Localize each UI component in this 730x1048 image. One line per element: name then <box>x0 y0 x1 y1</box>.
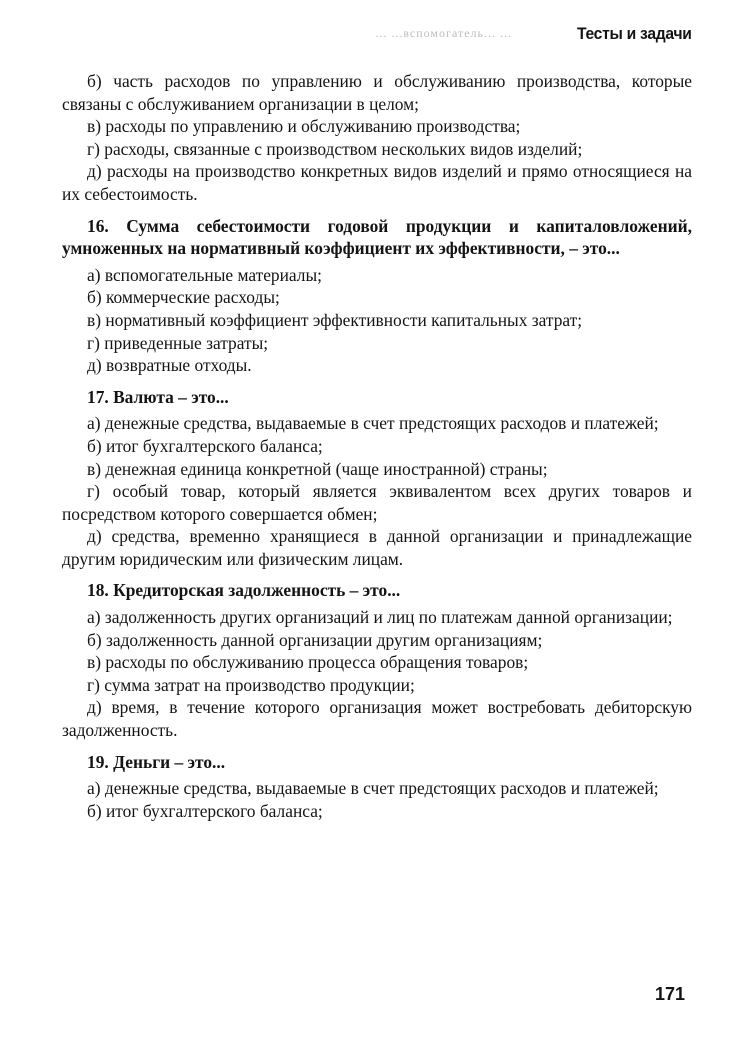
answer-option: а) денежные средства, выдаваемые в счет предстоящих расходов и платежей; <box>87 413 659 434</box>
section-title: Тесты и задачи <box>577 24 692 43</box>
answer-option: б) задолженность данной организации другим организациям; <box>87 629 543 650</box>
answer-option: б) итог бухгалтерского баланса; <box>87 435 323 456</box>
page-number: 171 <box>655 984 686 1004</box>
answer-option: г) сумма затрат на производство продукции; <box>87 674 415 695</box>
answer-option: в) денежная единица конкретной (чаще иностранной) страны; <box>87 458 548 479</box>
answer-option: д) расходы на производство конкретных видов изделий и прямо относящиеся на их себестоимость. <box>62 161 692 204</box>
answer-option: б) коммерческие расходы; <box>87 287 280 308</box>
answer-option: г) особый товар, который является эквивалентом всех других товаров и посредством которого совершается обмен; <box>62 481 692 524</box>
question-18: 18. Кредиторская задолженность – это... <box>87 580 401 601</box>
answer-option: в) расходы по обслуживанию процесса обращения товаров; <box>87 652 529 673</box>
answer-option: а) денежные средства, выдаваемые в счет предстоящих расходов и платежей; <box>87 778 659 799</box>
answer-option: в) расходы по управлению и обслуживанию производства; <box>87 116 521 137</box>
answer-option: б) часть расходов по управлению и обслуживанию производства, которые связаны с обслуживанием организации в целом; <box>62 71 692 114</box>
answer-option: г) приведенные затраты; <box>87 332 269 353</box>
running-header <box>60 24 692 46</box>
answer-option: г) расходы, связанные с производством нескольких видов изделий; <box>87 138 583 159</box>
answer-option: д) средства, временно хранящиеся в данной организации и принадлежащие другим юридическим или физическим лицам. <box>62 526 692 569</box>
answer-option: в) нормативный коэффициент эффективности капитальных затрат; <box>87 309 583 330</box>
answer-option: б) итог бухгалтерского баланса; <box>87 800 323 821</box>
question-19: 19. Деньги – это... <box>87 751 226 772</box>
answer-option: а) задолженность других организаций и лиц по платежам данной организации; <box>87 607 673 628</box>
page-body <box>62 70 692 822</box>
answer-option: а) вспомогательные материалы; <box>87 264 322 285</box>
question-16: 16. Сумма себестоимости годовой продукции и капиталовложений, умноженных на нормативный коэффициент их эффективности, – это... <box>62 215 692 259</box>
answer-option: д) время, в течение которого организация может востребовать дебиторскую задолженность. <box>62 697 692 741</box>
question-17: 17. Валюта – это... <box>87 386 229 407</box>
faded-header-text: ... ...вспомогатель... ... <box>375 26 512 40</box>
answer-option: д) возвратные отходы. <box>87 355 252 376</box>
